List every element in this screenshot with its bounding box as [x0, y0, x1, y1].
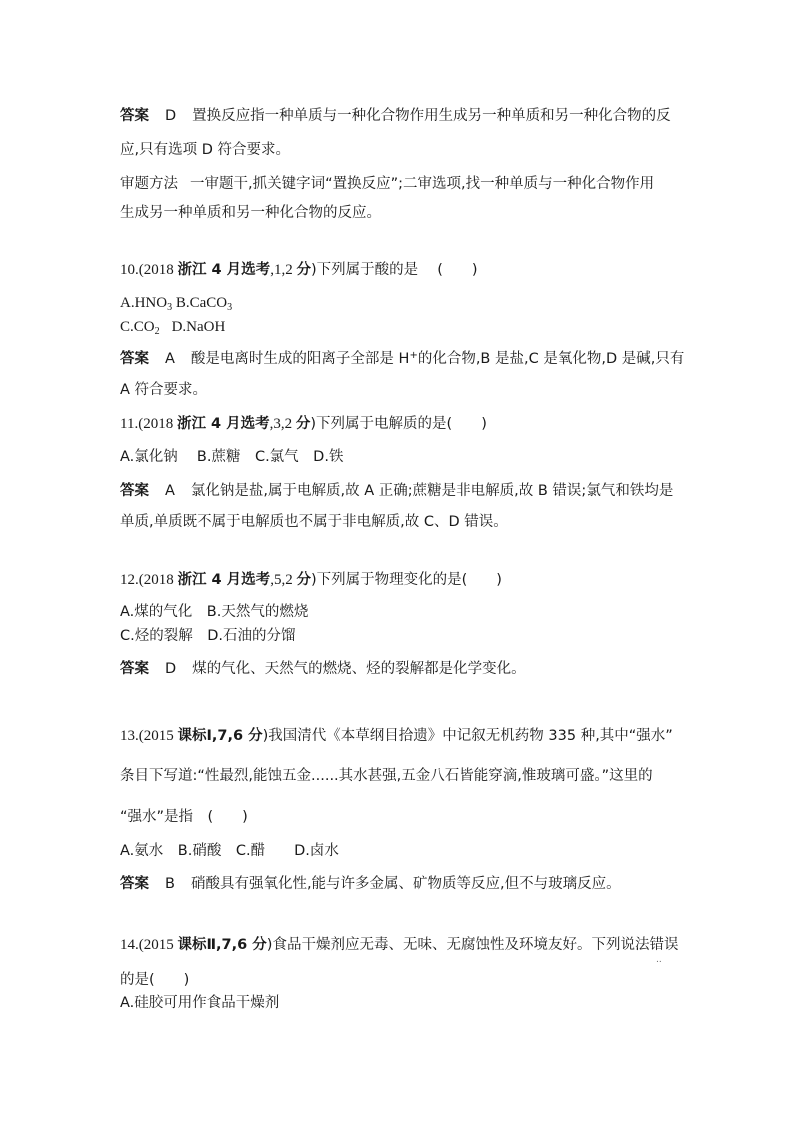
q10-explanation-sup: +: [409, 350, 418, 361]
q12-meta: ,5,2: [270, 572, 297, 588]
q11-answer-letter: A: [165, 483, 175, 499]
method-line-1: [120, 174, 654, 194]
intro-answer-line-2: 应,只有选项 D 符合要求。: [120, 142, 290, 158]
q11-answer-line-1: [120, 481, 673, 501]
q12-explanation: 煤的气化、天然气的燃烧、烃的裂解都是化学变化。: [192, 661, 526, 677]
q12-answer: [120, 659, 526, 679]
q14-source: 课标Ⅱ,7,6: [177, 937, 253, 953]
q10-explanation-a: 酸是电离时生成的阳离子全部是 H: [190, 351, 410, 367]
q11-number: 11.(2018: [120, 416, 177, 432]
q13-question-1: )我国清代《本草纲目拾遗》中记叙无机药物 335 种,其中“强水”: [262, 728, 673, 744]
q11-source: 浙江 4 月选考: [176, 416, 270, 432]
q10-meta: ,1,2: [270, 262, 297, 278]
q12-source: 浙江 4 月选考: [177, 572, 271, 588]
answer-letter: D: [165, 108, 177, 124]
intro-answer-line-1: [120, 106, 671, 126]
q12-options-1: A.煤的气化 B.天然气的燃烧: [120, 604, 309, 620]
q11-answer-label: 答案: [120, 483, 149, 499]
method-label: 审题方法: [120, 176, 178, 192]
q10-option-c-sub: 2: [154, 326, 160, 337]
q12-question: )下列属于物理变化的是( ): [310, 572, 502, 588]
q13-stem-line-2: 条目下写道:“性最烈,能蚀五金......其水甚强,五金八石皆能穿滴,惟玻璃可盛。”这里的: [120, 768, 653, 784]
q12-score-unit: 分: [296, 572, 311, 588]
q10-question: )下列属于酸的是 ( ): [310, 262, 478, 278]
q12-answer-letter: D: [165, 661, 177, 677]
q10-stem: [120, 260, 478, 280]
q10-score-unit: 分: [296, 262, 311, 278]
q13-stem-line-3: “强水”是指 ( ): [120, 809, 248, 825]
q11-answer-line-2: 单质,单质既不属于电解质也不属于非电解质,故 C、D 错误。: [120, 514, 508, 530]
q10-option-a-sub: 3: [167, 302, 173, 313]
q13-answer: [120, 874, 621, 894]
q14-stem-line-1: [120, 935, 678, 955]
q14-option-a: A.硅胶可用作食品干燥剂: [120, 995, 280, 1011]
stray-mark: ..: [656, 955, 662, 965]
q10-source: 浙江 4 月选考: [177, 262, 271, 278]
q10-option-c: C.CO: [120, 319, 155, 335]
q13-explanation: 硝酸具有强氧化性,能与许多金属、矿物质等反应,但不与玻璃反应。: [190, 876, 621, 892]
q13-answer-letter: B: [165, 876, 175, 892]
q13-number: 13.(2015: [120, 728, 178, 744]
q11-stem: [120, 414, 487, 434]
q13-options: A.氨水 B.硝酸 C.醋 D.卤水: [120, 843, 339, 859]
q13-source: 课标Ⅰ,7,6: [177, 728, 249, 744]
q10-options-2: [120, 317, 225, 337]
q10-answer-letter: A: [165, 351, 175, 367]
q12-options-2: C.烃的裂解 D.石油的分馏: [120, 628, 296, 644]
q10-answer-line-1: [120, 349, 684, 369]
q10-answer-line-2: A 符合要求。: [120, 382, 208, 398]
q10-option-d: D.NaOH: [171, 319, 226, 335]
method-text: 一审题干,抓关键字词“置换反应”;二审选项,找一种单质与一种化合物作用: [190, 176, 655, 192]
q13-stem-line-1: [120, 726, 673, 746]
q11-explanation: 氯化钠是盐,属于电解质,故 A 正确;蔗糖是非电解质,故 B 错误;氯气和铁均是: [190, 483, 674, 499]
q12-answer-label: 答案: [120, 661, 149, 677]
answer-label: 答案: [120, 108, 149, 124]
q13-answer-label: 答案: [120, 876, 149, 892]
q10-option-b: B.CaCO: [172, 295, 228, 311]
q14-number: 14.(2015: [120, 937, 178, 953]
q11-question: )下列属于电解质的是( ): [310, 416, 487, 432]
q11-score-unit: 分: [295, 416, 311, 432]
answer-explanation: 置换反应指一种单质与一种化合物作用生成另一种单质和另一种化合物的反: [192, 108, 671, 124]
q14-question-1: )食品干燥剂应无毒、无味、无腐蚀性及环境友好。下列说法错误: [266, 937, 679, 953]
q10-option-a: A.HNO: [120, 295, 168, 311]
q12-number: 12.(2018: [120, 572, 178, 588]
q10-number: 10.(2018: [120, 262, 178, 278]
q10-answer-label: 答案: [120, 351, 149, 367]
q12-stem: [120, 570, 502, 590]
q13-score-unit: 分: [248, 728, 263, 744]
method-line-2: 生成另一种单质和另一种化合物的反应。: [120, 205, 381, 221]
q10-explanation-b: 的化合物,B 是盐,C 是氧化物,D 是碱,只有: [417, 351, 685, 367]
q14-stem-line-2: 的是( ): [120, 972, 190, 988]
q14-score-unit: 分: [252, 937, 267, 953]
q10-option-b-sub: 3: [227, 302, 233, 313]
q11-meta: ,3,2: [269, 416, 296, 432]
q11-options: A.氯化钠 B.蔗糖 C.氯气 D.铁: [120, 449, 344, 465]
q10-options-1: [120, 293, 232, 313]
